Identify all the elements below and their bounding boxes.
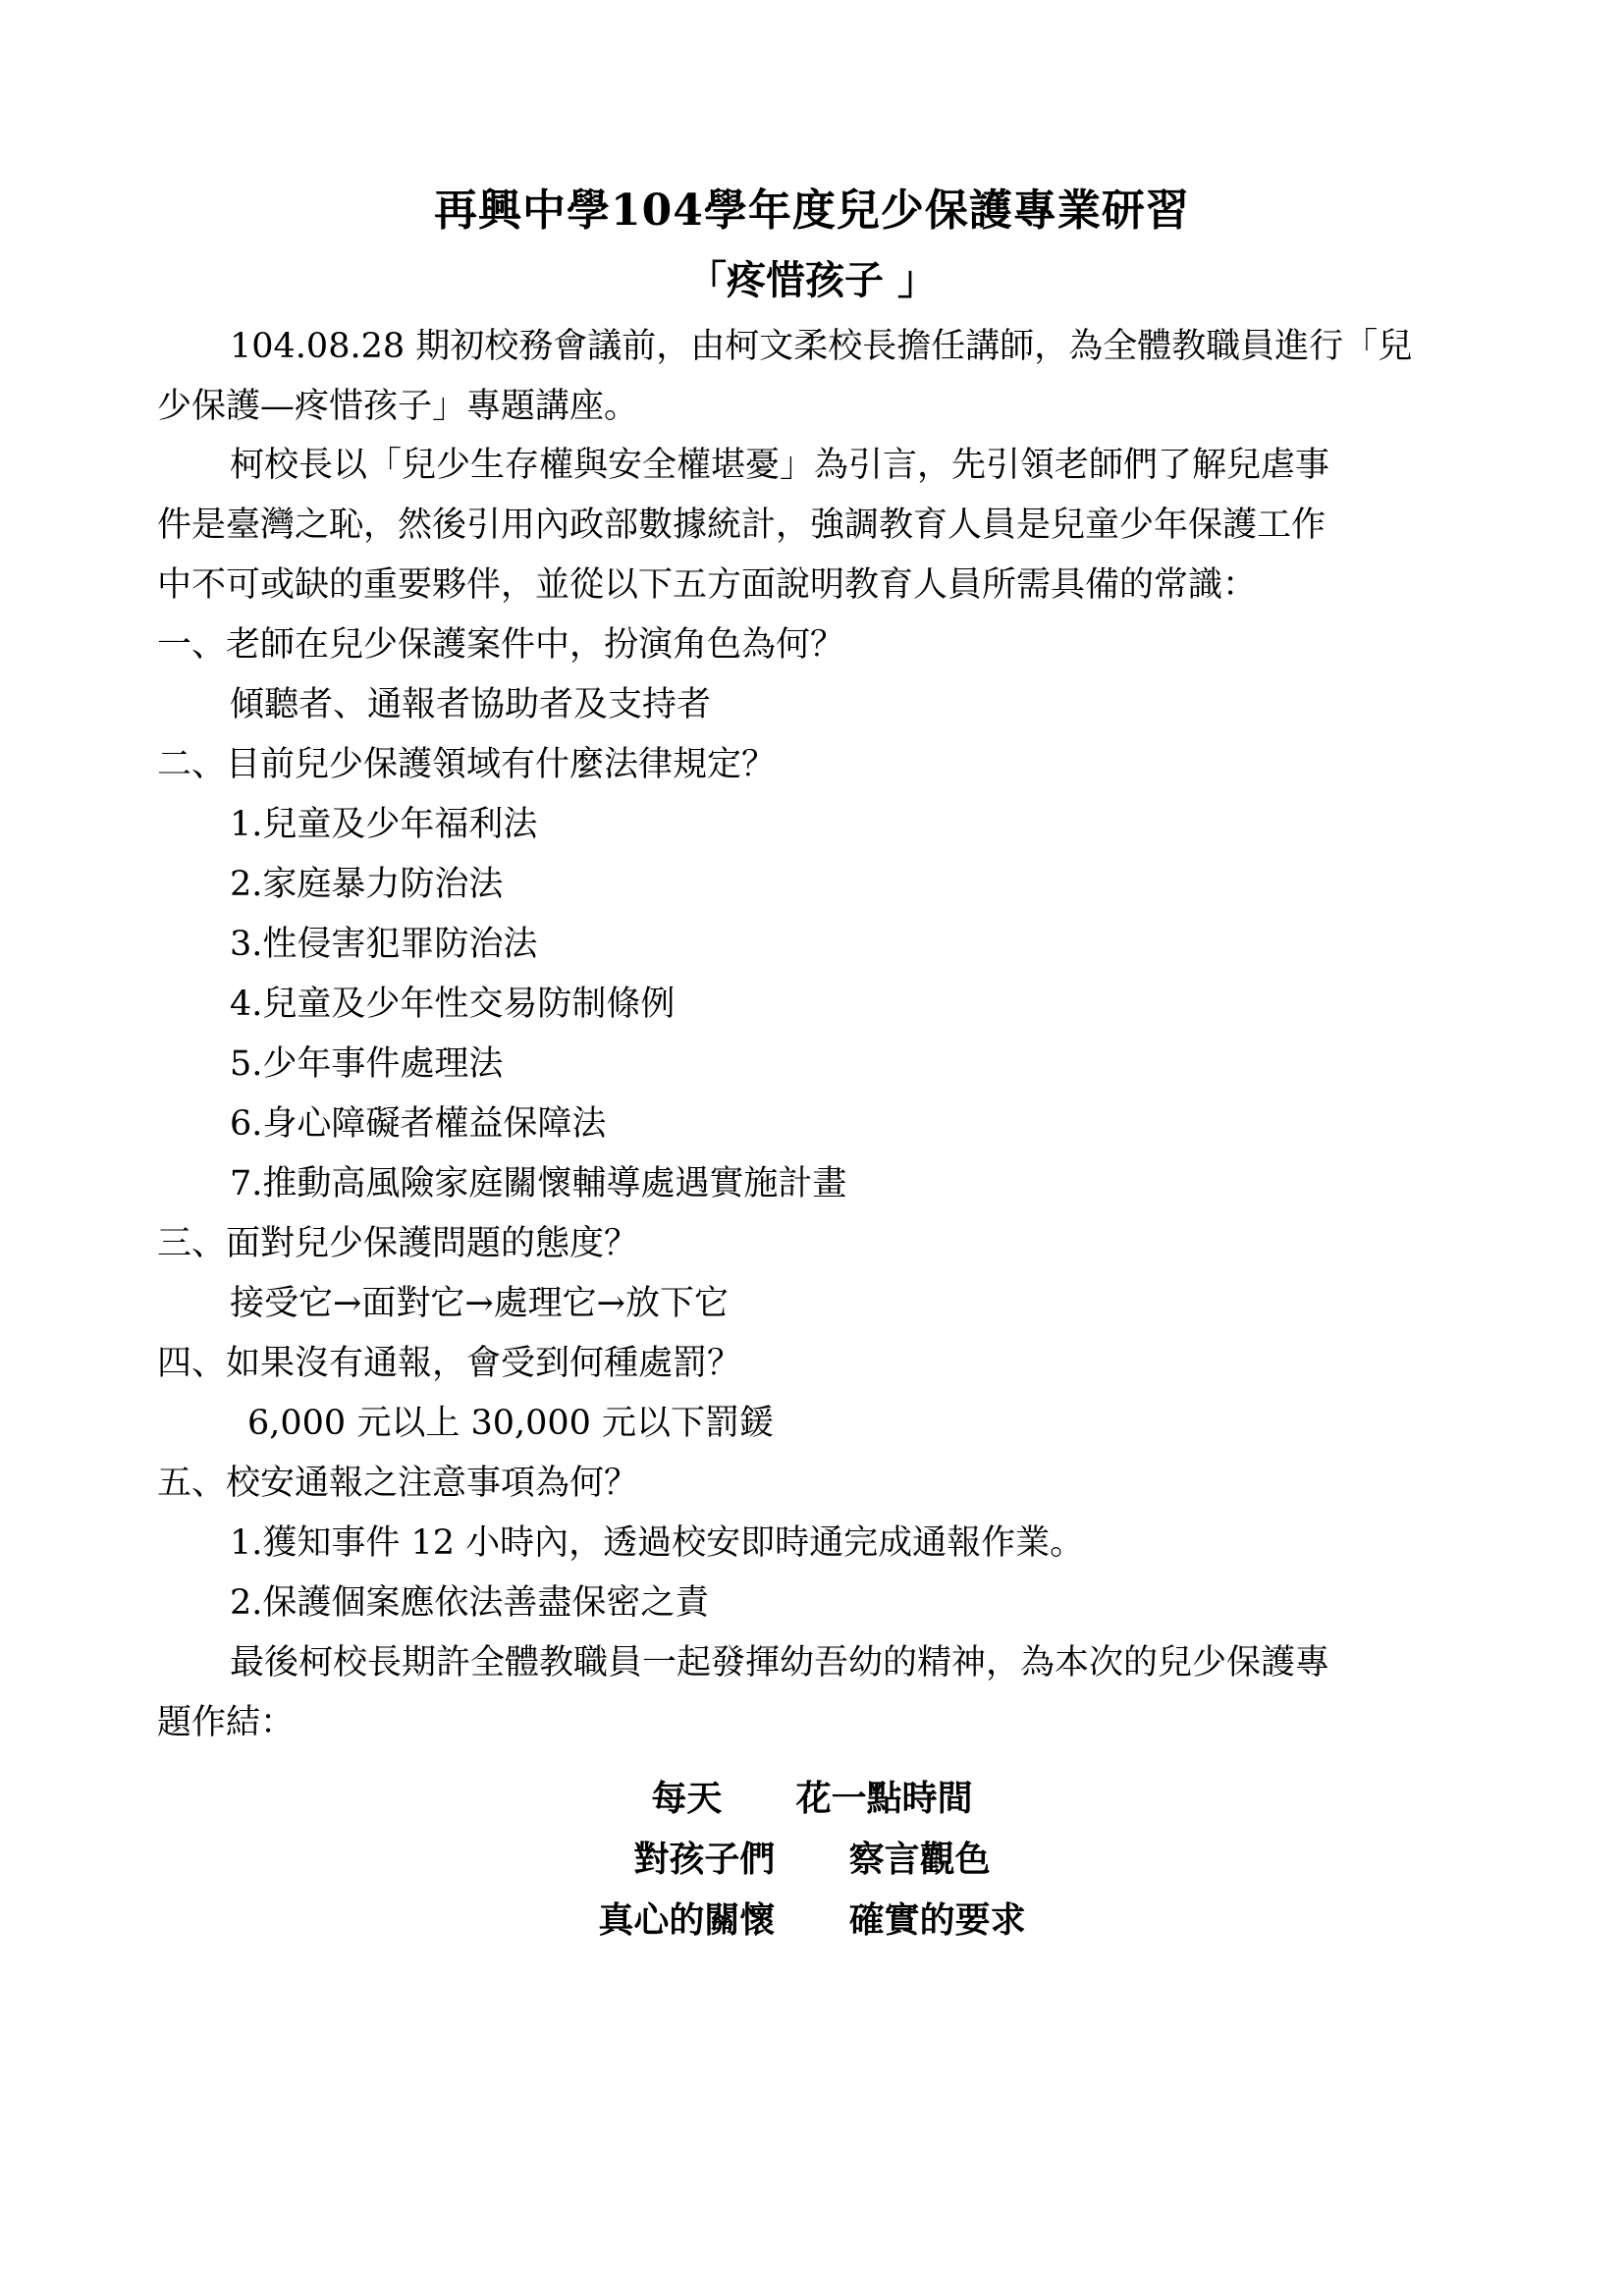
paragraph-2-line-3: 中不可或缺的重要夥伴，並從以下五方面說明教育人員所需具備的常識： xyxy=(157,565,1258,605)
answer-4: 6,000 元以上 30,000 元以下罰鍰 xyxy=(247,1404,775,1443)
intro-line-1: 104.08.28 期初校務會議前，由柯文柔校長擔任講師，為全體教職員進行「兒 xyxy=(230,327,1413,366)
law-item: 1.兒童及少年福利法 xyxy=(230,805,538,844)
question-4: 四、如果沒有通報，會受到何種處罰？ xyxy=(157,1344,742,1383)
document-subtitle: 「疼惜孩子 」 xyxy=(687,257,937,303)
answer-5-item-2: 2.保護個案應依法善盡保密之責 xyxy=(230,1583,710,1623)
conclusion-line-2: 題作結： xyxy=(157,1703,296,1742)
answer-3: 接受它→面對它→處理它→放下它 xyxy=(230,1284,729,1323)
motto-line-2: 對孩子們 察言觀色 xyxy=(633,1840,991,1880)
document-title: 再興中學104學年度兒少保護專業研習 xyxy=(434,186,1190,236)
question-1: 一、老師在兒少保護案件中，扮演角色為何？ xyxy=(157,625,845,665)
question-3: 三、面對兒少保護問題的態度？ xyxy=(157,1224,639,1263)
law-item: 6.身心障礙者權益保障法 xyxy=(230,1104,607,1144)
intro-line-2: 少保護—疼惜孩子」專題講座。 xyxy=(157,387,639,426)
law-item: 2.家庭暴力防治法 xyxy=(230,865,504,904)
law-item: 7.推動高風險家庭關懷輔導處遇實施計畫 xyxy=(230,1164,847,1203)
law-item: 5.少年事件處理法 xyxy=(230,1044,504,1084)
motto-line-3: 真心的關懷 確實的要求 xyxy=(598,1900,1026,1941)
paragraph-2-line-1: 柯校長以「兒少生存權與安全權堪憂」為引言，先引領老師們了解兒虐事 xyxy=(230,446,1330,485)
law-item: 4.兒童及少年性交易防制條例 xyxy=(230,985,676,1024)
motto-line-1: 每天 花一點時間 xyxy=(651,1779,973,1819)
paragraph-2-line-2: 件是臺灣之恥，然後引用內政部數據統計，強調教育人員是兒童少年保護工作 xyxy=(157,506,1326,545)
question-5: 五、校安通報之注意事項為何？ xyxy=(157,1464,639,1503)
answer-1: 傾聽者、通報者協助者及支持者 xyxy=(230,685,712,724)
law-item: 3.性侵害犯罪防治法 xyxy=(230,925,538,964)
question-2: 二、目前兒少保護領域有什麼法律規定？ xyxy=(157,745,777,784)
answer-5-item-1: 1.獲知事件 12 小時內，透過校安即時通完成通報作業。 xyxy=(230,1523,1085,1563)
conclusion-line-1: 最後柯校長期許全體教職員一起發揮幼吾幼的精神，為本次的兒少保護專 xyxy=(230,1643,1330,1682)
